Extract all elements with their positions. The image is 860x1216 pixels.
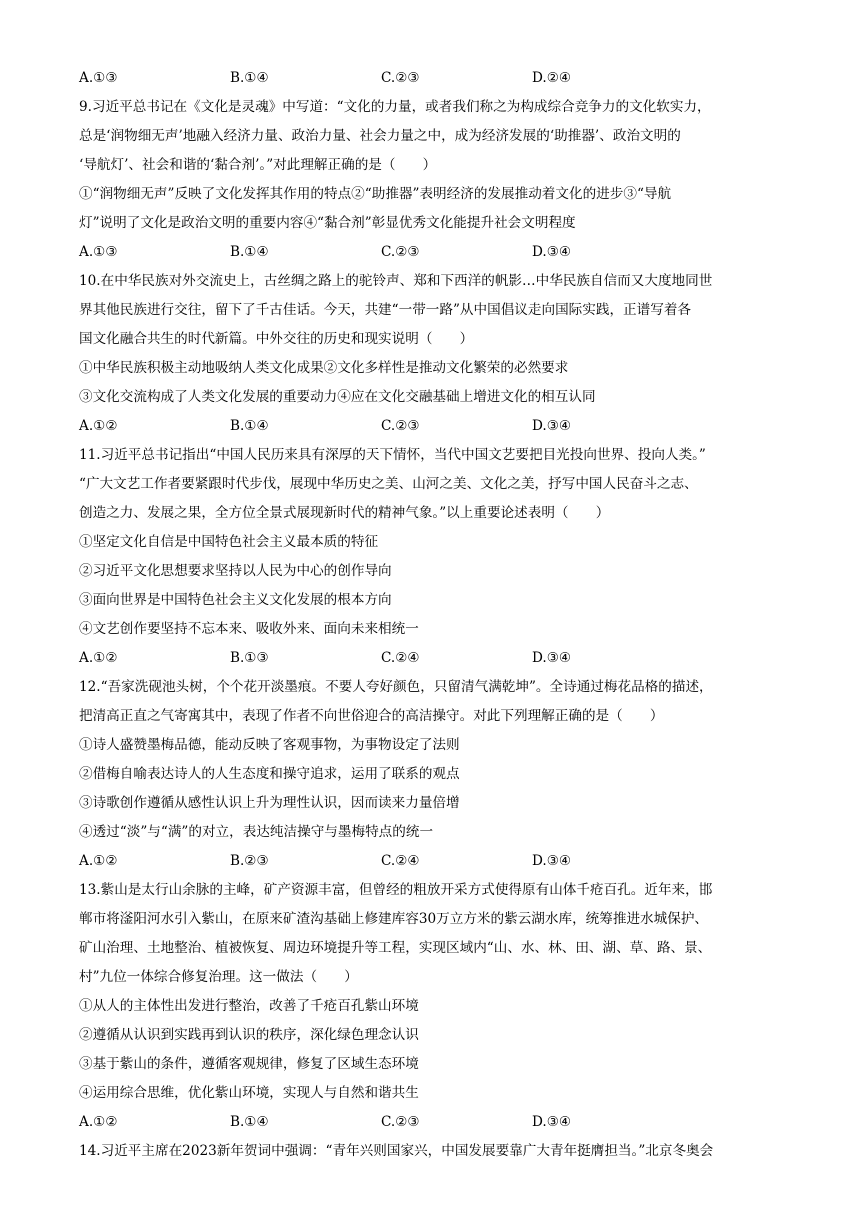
q11-statement-line: ②习近平文化思想要求坚持以人民为中心的创作导向 [79, 563, 392, 579]
q13-stem-line: 13.紫山是太行山余脉的主峰，矿产资源丰富，但曾经的粗放开采方式使得原有山体千疮百孔。近年来，邯 [79, 882, 713, 898]
q13-options [79, 1108, 785, 1137]
q9-stem-line: 总是‘润物细无声’地融入经济力量、政治力量、社会力量之中，成为经济发展的‘助推器’、政治文明的 [79, 128, 681, 144]
q10-statement-line: ①中华民族积极主动地吸纳人类文化成果②文化多样性是推动文化繁荣的必然要求 [79, 360, 569, 376]
q9-option-d: D.③④ [532, 244, 572, 260]
question-11 [79, 441, 785, 673]
q13-option-d: D.③④ [532, 1114, 572, 1130]
q9-statement-line: ①“润物细无声”反映了文化发挥其作用的特点②“助推器”表明经济的发展推动着文化的进步③“导航 [79, 186, 672, 202]
q9-stem-line: ‘导航灯’、社会和谐的‘黏合剂’。”对此理解正确的是（ ） [79, 157, 437, 173]
q9-options [79, 238, 785, 267]
q12-statement-line: ②借梅自喻表达诗人的人生态度和操守追求，运用了联系的观点 [79, 766, 460, 782]
q11-option-c: C.②④ [381, 650, 420, 666]
q9-option-c: C.②③ [381, 244, 420, 260]
q9-option-a: A.①③ [79, 244, 118, 260]
q12-option-c: C.②④ [381, 853, 420, 869]
question-13 [79, 876, 785, 1137]
q12-stem-line: 12.“吾家洗砚池头树，个个花开淡墨痕。不要人夸好颜色，只留清气满乾坤”。全诗通过梅花品格的描述， [79, 679, 713, 695]
q12-stem-line: 把清高正直之气寄寓其中，表现了作者不向世俗迎合的高洁操守。对此下列理解正确的是（ ） [79, 708, 664, 724]
q11-options [79, 644, 785, 673]
q11-stem-line: “广大文艺工作者要紧跟时代步伐，展现中华历史之美、山河之美、文化之美，抒写中国人民奋斗之志、 [79, 476, 698, 492]
q12-options [79, 847, 785, 876]
q13-option-b: B.①④ [230, 1114, 269, 1130]
q11-option-b: B.①③ [230, 650, 269, 666]
q11-stem-line: 11.习近平总书记指出“中国人民历来具有深厚的天下情怀，当代中国文艺要把目光投向世界、投向人类。” [79, 447, 706, 463]
q13-stem-line: 矿山治理、土地整治、植被恢复、周边环境提升等工程，实现区域内“山、水、林、田、湖、草、路、景、 [79, 940, 712, 956]
q12-statement-line: ③诗歌创作遵循从感性认识上升为理性认识，因而读来力量倍增 [79, 795, 460, 811]
q12-statement-line: ④透过“淡”与“满”的对立，表达纯洁操守与墨梅特点的统一 [79, 824, 434, 840]
q10-statement-line: ③文化交流构成了人类文化发展的重要动力④应在文化交融基础上增进文化的相互认同 [79, 389, 596, 405]
q11-option-a: A.①② [79, 650, 118, 666]
question-12 [79, 673, 785, 876]
q13-statement-line: ④运用综合思维，优化紫山环境，实现人与自然和谐共生 [79, 1085, 419, 1101]
exam-page [79, 64, 785, 1166]
q10-stem-line: 界其他民族进行交往，留下了千古佳话。今天，共建“一带一路”从中国倡议走向国际实践，正谱写着各 [79, 302, 692, 318]
question-10 [79, 267, 785, 441]
q9-stem-line: 9.习近平总书记在《文化是灵魂》中写道：“文化的力量，或者我们称之为构成综合竞争力的文化软实力， [79, 99, 711, 115]
q10-option-c: C.②③ [381, 418, 420, 434]
q12-option-b: B.②③ [230, 853, 269, 869]
q8-option-d: D.②④ [532, 70, 572, 86]
q10-option-b: B.①④ [230, 418, 269, 434]
q11-statement-line: ④文艺创作要坚持不忘本来、吸收外来、面向未来相统一 [79, 621, 419, 637]
question-9 [79, 93, 785, 267]
q10-option-a: A.①② [79, 418, 118, 434]
q12-option-d: D.③④ [532, 853, 572, 869]
q13-option-a: A.①② [79, 1114, 118, 1130]
q10-options [79, 412, 785, 441]
q10-stem-line: 10.在中华民族对外交流史上，古丝绸之路上的驼铃声、郑和下西洋的帆影…中华民族自信而又大度地同世 [79, 273, 713, 289]
q13-statement-line: ②遵循从认识到实践再到认识的秩序，深化绿色理念认识 [79, 1027, 419, 1043]
q13-statement-line: ③基于紫山的条件，遵循客观规律，修复了区域生态环境 [79, 1056, 419, 1072]
q10-option-d: D.③④ [532, 418, 572, 434]
q12-statement-line: ①诗人盛赞墨梅品德，能动反映了客观事物，为事物设定了法则 [79, 737, 460, 753]
q12-option-a: A.①② [79, 853, 118, 869]
q8-option-b: B.①④ [230, 70, 269, 86]
q13-option-c: C.②③ [381, 1114, 420, 1130]
q13-stem-line: 郸市将滏阳河水引入紫山，在原来矿渣沟基础上修建库容30万立方米的紫云湖水库，统筹推进水城保护、 [79, 911, 709, 927]
q10-stem-line: 国文化融合共生的时代新篇。中外交往的历史和现实说明（ ） [79, 331, 474, 347]
q11-statement-line: ①坚定文化自信是中国特色社会主义最本质的特征 [79, 534, 379, 550]
q13-stem-line: 村”九位一体综合修复治理。这一做法（ ） [79, 969, 358, 985]
q8-option-a: A.①③ [79, 70, 118, 86]
q14-stem-line: 14.习近平主席在2023新年贺词中强调：“青年兴则国家兴，中国发展要靠广大青年挺膺担当。”北京冬奥会 [79, 1143, 714, 1159]
q11-option-d: D.③④ [532, 650, 572, 666]
q8-options [79, 64, 785, 93]
q13-statement-line: ①从人的主体性出发进行整治，改善了千疮百孔紫山环境 [79, 998, 419, 1014]
q9-statement-line: 灯”说明了文化是政治文明的重要内容④“黏合剂”彰显优秀文化能提升社会文明程度 [79, 215, 576, 231]
q8-option-c: C.②③ [381, 70, 420, 86]
q11-statement-line: ③面向世界是中国特色社会主义文化发展的根本方向 [79, 592, 392, 608]
q9-option-b: B.①④ [230, 244, 269, 260]
q11-stem-line: 创造之力、发展之果，全方位全景式展现新时代的精神气象。”以上重要论述表明（ ） [79, 505, 610, 521]
question-14 [79, 1137, 785, 1166]
